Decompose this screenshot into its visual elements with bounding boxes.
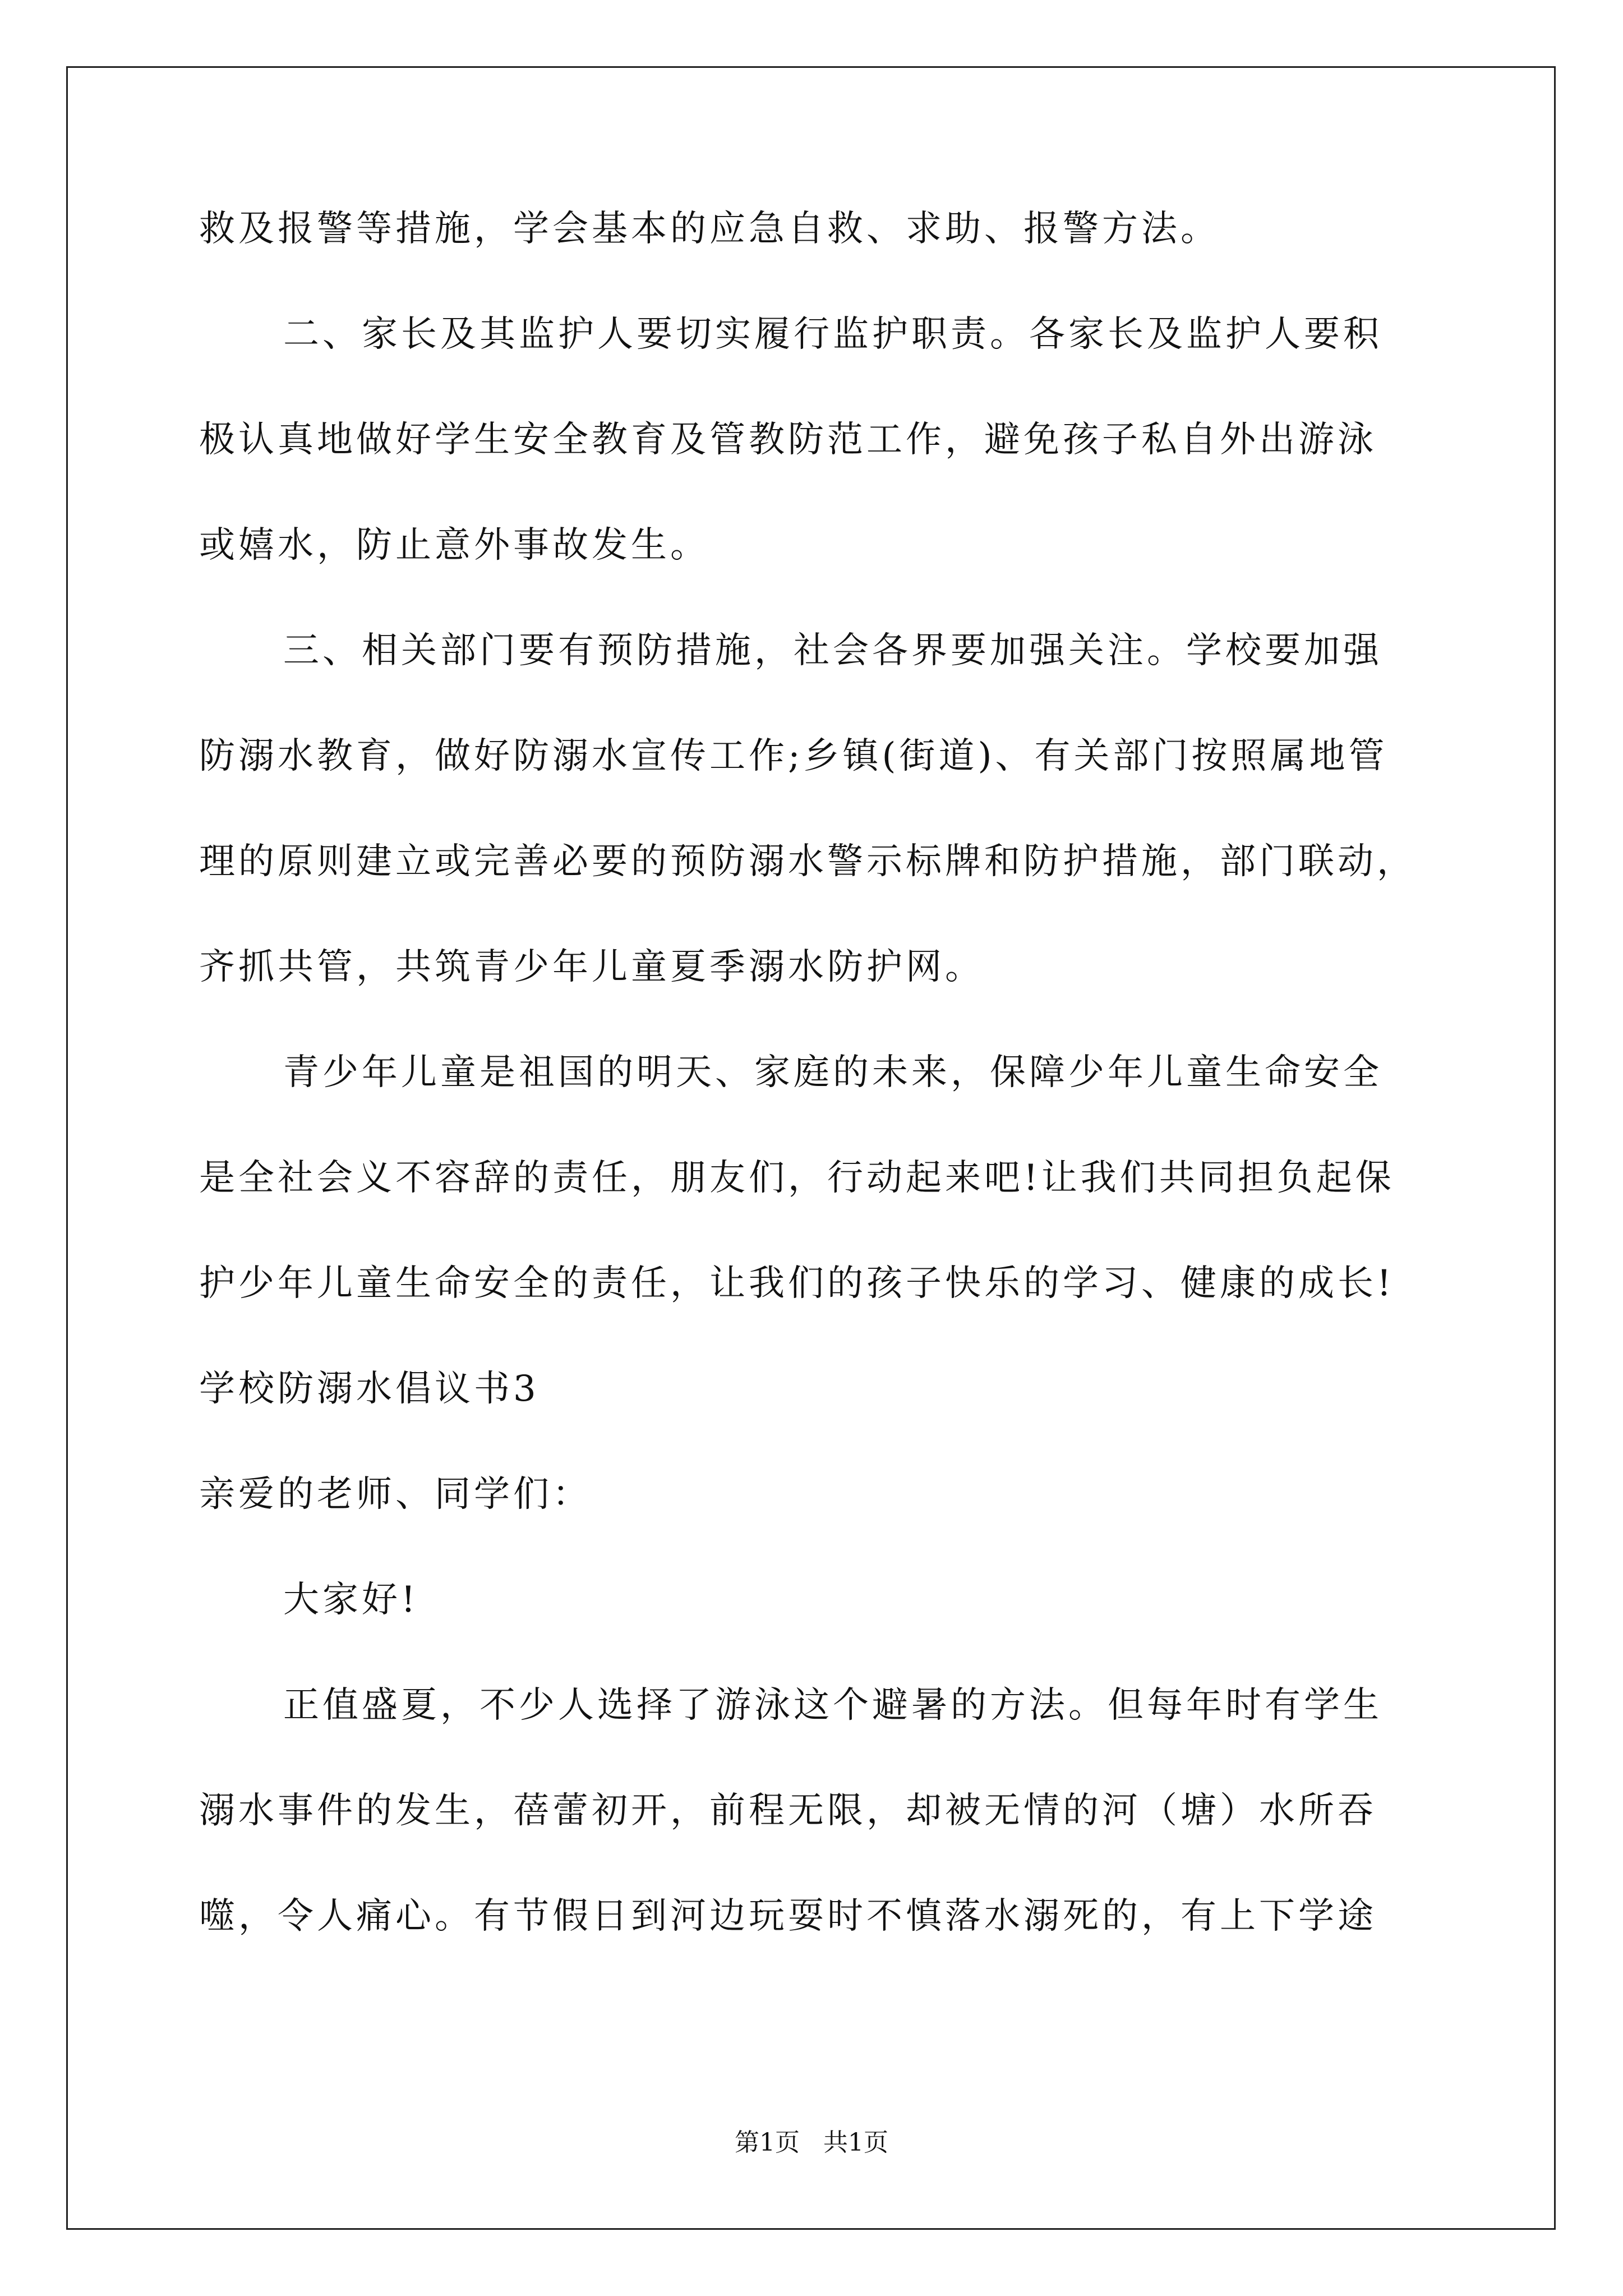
text-line-2: 二、家长及其监护人要切实履行监护职责。各家长及监护人要积 xyxy=(283,314,1382,355)
document-body xyxy=(199,206,1427,1999)
text-line-4: 或嬉水，防止意外事故发生。 xyxy=(199,524,709,566)
text-line-15: 正值盛夏，不少人选择了游泳这个避暑的方法。但每年时有学生 xyxy=(283,1685,1382,1726)
text-line-5: 三、相关部门要有预防措施，社会各界要加强关注。学校要加强 xyxy=(283,630,1382,671)
text-line-11: 护少年儿童生命安全的责任，让我们的孩子快乐的学习、健康的成长! xyxy=(199,1263,1395,1304)
text-line-1: 救及报警等措施，学会基本的应急自救、求助、报警方法。 xyxy=(199,208,1220,250)
text-line-17: 噬，令人痛心。有节假日到河边玩耍时不慎落水溺死的，有上下学途 xyxy=(199,1895,1377,1937)
text-line-8: 齐抓共管，共筑青少年儿童夏季溺水防护网。 xyxy=(199,946,984,988)
greeting: 大家好! xyxy=(283,1579,419,1621)
salutation: 亲爱的老师、同学们： xyxy=(199,1474,592,1515)
section-heading: 学校防溺水倡议书3 xyxy=(199,1368,540,1410)
text-line-16: 溺水事件的发生，蓓蕾初开，前程无限，却被无情的河（塘）水所吞 xyxy=(199,1790,1377,1832)
page-number-footer: 第1页 共1页 xyxy=(735,2128,888,2157)
text-line-10: 是全社会义不容辞的责任，朋友们，行动起来吧!让我们共同担负起保 xyxy=(199,1157,1395,1199)
text-line-7: 理的原则建立或完善必要的预防溺水警示标牌和防护措施，部门联动， xyxy=(199,841,1416,882)
text-line-6: 防溺水教育，做好防溺水宣传工作;乡镇(街道)、有关部门按照属地管 xyxy=(199,735,1388,777)
text-line-3: 极认真地做好学生安全教育及管教防范工作，避免孩子私自外出游泳 xyxy=(199,419,1377,461)
text-line-9: 青少年儿童是祖国的明天、家庭的未来，保障少年儿童生命安全 xyxy=(283,1052,1382,1093)
